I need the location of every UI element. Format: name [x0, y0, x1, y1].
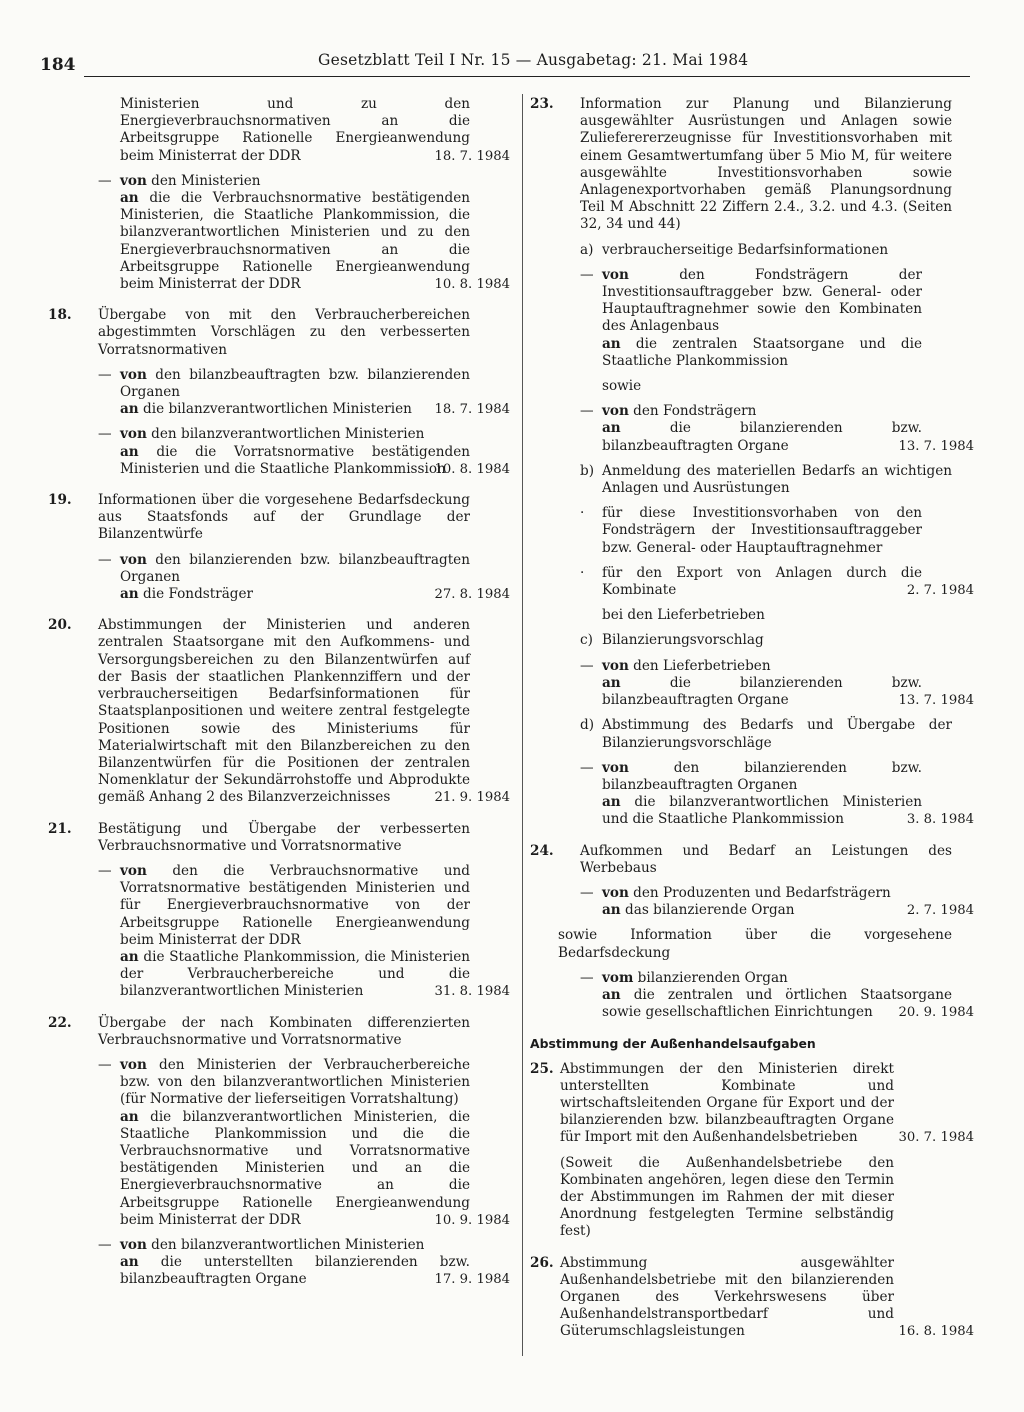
entry-text: an das bilanzierende Organ	[602, 902, 795, 919]
sub-entry	[98, 552, 470, 604]
deadline-date: 13. 7. 1984	[898, 438, 974, 454]
sub-item	[580, 463, 952, 497]
dash-marker: —	[580, 657, 594, 674]
deadline-date: 18. 7. 1984	[434, 148, 510, 164]
deadline-date: 2. 7. 1984	[906, 903, 974, 919]
sub-entry	[98, 426, 470, 478]
entry-text: an die die Vorratsnormative bestätigenden Ministerien und die Staatliche Plankommission	[120, 443, 470, 477]
keyword: von	[602, 884, 629, 901]
item-23-b-bullet-1	[530, 505, 974, 557]
keyword: von	[120, 366, 147, 383]
sub-entry	[598, 378, 922, 395]
entry-text: an die Staatliche Plankommission, die Ministerien der Verbraucherbereiche und die bilanzverantwortlichen Ministerien	[120, 948, 470, 1000]
item-19	[48, 492, 510, 544]
header-rule	[84, 76, 970, 77]
item-17-continued-2	[48, 173, 510, 293]
keyword: an	[120, 1108, 139, 1125]
dash-marker: —	[98, 1236, 112, 1253]
item-19-entry	[48, 552, 510, 604]
entry-text: an die Fondsträger	[120, 586, 254, 603]
entry-text: von den bilanzbeauftragten bzw. bilanzierenden Organen	[120, 366, 470, 401]
deadline-date: 10. 9. 1984	[434, 1212, 510, 1228]
entry-text: von den bilanzverantwortlichen Ministerien	[120, 426, 425, 443]
keyword: an	[120, 948, 139, 965]
item-22-entry-2	[48, 1237, 510, 1289]
keyword: von	[602, 759, 629, 776]
item-18-entry-1	[48, 367, 510, 419]
item-text: Abstimmungen der Ministerien und anderen zentralen Staatsorgane mit den Aufkommens- und Versorgungsbereichen zu den Bilanzentwürfen auf der Basis der staatlichen Plankennziffern und der verbraucherseitigen Bedarfsinformationen für Staatsplanpositionen und weitere zentral festgelegte Positionen sowie des Ministeriums für Materialwirtschaft mit den Bilanzbereichen zu den Bilanzentwürfen für die Positionen der zentralen Nomenklatur der Sekundärrohstoffe und Abprodukte gemäß Anhang 2 des Bilanzverzeichnisses	[98, 617, 470, 806]
column-divider	[522, 94, 523, 1356]
sub-entry	[580, 885, 952, 919]
item-number: 18.	[48, 307, 72, 324]
entry-text: von den Ministerien der Verbraucherbereiche bzw. von den bilanzverantwortlichen Ministerien (für Normative der lieferseitigen Vorratshaltung)	[120, 1056, 470, 1108]
sub-item-label: c)	[580, 632, 593, 649]
entry-text: an die bilanzierenden bzw. bilanzbeauftragten Organe	[602, 420, 922, 454]
entry-text: an die unterstellten bilanzierenden bzw. bilanzbeauftragten Organe	[120, 1254, 470, 1288]
item-24-entry-2	[530, 970, 974, 1022]
keyword: von	[120, 862, 147, 879]
keyword: an	[602, 902, 621, 919]
dash-marker: —	[98, 862, 112, 879]
dash-marker: —	[580, 403, 594, 420]
item-23-a-sowie	[530, 378, 974, 395]
keyword: an	[120, 401, 139, 418]
sub-entry	[580, 266, 922, 370]
sub-entry	[98, 96, 470, 165]
entry-text: an die bilanzverantwortlichen Ministerien, die Staatliche Plankommission und die die Verbrauchsnormative und Vorratsnormative bestätigenden Ministerien und an die Energieverbrauchsnormative an die Arbeitsgruppe Rationelle Energieanwendung beim Ministerrat der DDR	[120, 1108, 470, 1228]
keyword: von	[120, 551, 147, 568]
entry-text: von den Fondsträgern	[602, 403, 757, 420]
item-22-entry-1	[48, 1057, 510, 1229]
entry-text: an die die Verbrauchsnormative bestätigenden Ministerien, die Staatliche Plankommission, die bilanzverantwortlichen Ministerien und zu den Energieverbrauchsnormativen an die Arbeitsgruppe Rationelle Energieanwendung beim Ministerrat der DDR	[120, 190, 470, 293]
sub-item	[580, 242, 952, 259]
sub-entry	[580, 657, 922, 710]
item-text: Informationen über die vorgesehene Bedarfsdeckung aus Staatsfonds auf der Grundlage der Bilanzentwürfe	[98, 492, 470, 543]
keyword: von	[120, 172, 147, 189]
deadline-date: 10. 8. 1984	[434, 461, 510, 477]
item-number: 22.	[48, 1014, 72, 1031]
item-23-c	[530, 632, 974, 649]
keyword: an	[120, 443, 139, 460]
item-24	[530, 843, 974, 877]
item-text: Übergabe von mit den Verbraucherbereichen abgestimmten Vorschlägen zu den verbesserten Vorratsnormativen	[98, 307, 470, 358]
sub-entry	[98, 863, 470, 1001]
dash-marker: —	[580, 969, 594, 986]
item-24-entry-1	[530, 885, 974, 919]
item-18-entry-2	[48, 426, 510, 478]
sub-item-text: Anmeldung des materiellen Bedarfs an wichtigen Anlagen und Ausrüstungen	[602, 462, 952, 497]
entry-text: für diese Investitionsvorhaben von den Fondsträgern der Investitionsauftraggeber bzw. General- oder Hauptauftragnehmer	[602, 505, 922, 556]
item-text: Abstimmungen der den Ministerien direkt unterstellten Kombinate und wirtschaftsleitenden Organe für Export und der bilanzierenden bzw. bilanzbeauftragten Organe für Import mit den Außenhandelsbetrieben	[560, 1060, 894, 1146]
keyword: an	[602, 335, 621, 352]
entry-text: für den Export von Anlagen durch die Kombinate	[602, 564, 922, 599]
dash-marker: —	[98, 366, 112, 383]
item-text: Information zur Planung und Bilanzierung ausgewählter Ausrüstungen und Anlagen sowie Zulieferererzeugnisse für Investitionsvorhaben mit einem Gesamtwertumfang über 5 Mio M, für weitere ausgewählte Investitionsvorhaben sowie Anlagenexportvorhaben gemäß Planungsordnung Teil M Abschnitt 22 Ziffern 2.4., 3.2. und 4.3. (Seiten 32, 34 und 44)	[580, 96, 952, 233]
keyword: von	[602, 657, 629, 674]
keyword: von	[602, 403, 629, 420]
entry-text: von den bilanzverantwortlichen Ministerien	[120, 1236, 425, 1253]
item-18	[48, 307, 510, 359]
keyword: vom	[602, 969, 634, 986]
item-text: Aufkommen und Bedarf an Leistungen des Werbebaus	[580, 842, 952, 876]
item-25	[530, 1061, 974, 1147]
deadline-date: 16. 8. 1984	[898, 1324, 974, 1340]
section-heading: Abstimmung der Außenhandelsaufgaben	[530, 1036, 816, 1052]
item-23-b-bei	[530, 607, 974, 624]
item-text: Übergabe der nach Kombinaten differenzierten Verbrauchsnormative und Vorratsnormative	[98, 1014, 470, 1048]
sub-item-label: a)	[580, 241, 594, 258]
entry-text: von den Produzenten und Bedarfsträgern	[602, 884, 891, 901]
page-number: 184	[40, 55, 76, 75]
bullet-marker: ·	[580, 505, 585, 522]
sub-item-text: Bilanzierungsvorschlag	[602, 632, 764, 649]
item-22	[48, 1015, 510, 1049]
item-text: Abstimmung ausgewählter Außenhandelsbetriebe mit den bilanzierenden Organen des Verkehrswesens über Außenhandelstransportbedarf und Güterumschlagsleistungen	[560, 1254, 894, 1340]
item-number: 19.	[48, 492, 72, 509]
item-number: 26.	[530, 1254, 554, 1271]
entry-text: an die bilanzverantwortlichen Ministerien und die Staatliche Plankommission	[602, 794, 922, 828]
bullet-marker: ·	[580, 564, 585, 581]
right-column	[530, 96, 974, 1349]
deadline-date: 13. 7. 1984	[898, 693, 974, 709]
deadline-date: 10. 8. 1984	[434, 277, 510, 293]
entry-text: an die bilanzverantwortlichen Ministerien	[120, 401, 412, 418]
dash-marker: —	[98, 426, 112, 443]
sub-entry	[98, 173, 470, 293]
dash-marker: —	[580, 266, 594, 283]
keyword: an	[602, 420, 621, 437]
entry-text: bei den Lieferbetrieben	[602, 607, 765, 624]
page-header-title: Gesetzblatt Teil I Nr. 15 — Ausgabetag: 21. Mai 1984	[318, 51, 749, 69]
deadline-date: 30. 7. 1984	[898, 1130, 974, 1146]
item-24-sowie	[530, 927, 974, 961]
item-number: 23.	[530, 96, 554, 112]
item-number: 20.	[48, 617, 72, 634]
item-23-a-entries-2	[530, 403, 974, 455]
deadline-date: 17. 9. 1984	[434, 1272, 510, 1288]
deadline-date: 21. 9. 1984	[434, 790, 510, 806]
left-column	[48, 96, 510, 1297]
item-number: 25.	[530, 1060, 554, 1077]
dash-marker: —	[98, 551, 112, 568]
keyword: an	[602, 794, 621, 811]
item-23-a-entries	[530, 267, 974, 370]
item-23-a	[530, 242, 974, 259]
deadline-date: 20. 9. 1984	[898, 1005, 974, 1021]
keyword: an	[120, 190, 139, 207]
entry-text: an die zentralen Staatsorgane und die Staatliche Plankommission	[602, 335, 922, 369]
keyword: an	[602, 986, 621, 1003]
entry-text: von den Fondsträgern der Investitionsauftraggeber bzw. General- oder Hauptauftragnehmer sowie den Kombinaten des Anlagenbaus	[602, 266, 922, 335]
item-23-d-entries	[530, 760, 974, 829]
keyword: an	[120, 586, 139, 603]
item-21	[48, 821, 510, 855]
deadline-date: 18. 7. 1984	[434, 402, 510, 418]
keyword: von	[120, 1056, 147, 1073]
item-number: 21.	[48, 820, 72, 837]
deadline-date: 3. 8. 1984	[906, 812, 974, 828]
item-23-d	[530, 717, 974, 751]
item-21-entry	[48, 863, 510, 1001]
entry-text: von den bilanzierenden bzw. bilanzbeauftragten Organen	[602, 759, 922, 793]
item-note: (Soweit die Außenhandelsbetriebe den Kombinaten angehören, legen diese den Termin der Abstimmungen im Rahmen der mit dieser Anordnung festgelegten Termine selbständig fest)	[560, 1154, 894, 1240]
entry-text: von den Ministerien	[120, 172, 261, 189]
item-20	[48, 617, 510, 806]
item-23-b	[530, 463, 974, 497]
sub-entry	[98, 1057, 470, 1229]
item-number: 24.	[530, 842, 554, 859]
sub-item-text: verbraucherseitige Bedarfsinformationen	[602, 241, 889, 258]
entry-text: Ministerien und zu den Energieverbrauchsnormativen an die Arbeitsgruppe Rationelle Energieanwendung beim Ministerrat der DDR	[120, 96, 470, 164]
sub-item-label: b)	[580, 462, 595, 479]
keyword: an	[120, 1254, 139, 1271]
bullet-entry	[580, 505, 922, 557]
entry-text: an die bilanzierenden bzw. bilanzbeauftragten Organe	[602, 674, 922, 709]
entry-text: an die zentralen und örtlichen Staatsorgane sowie gesellschaftlichen Einrichtungen	[602, 986, 952, 1021]
sub-entry	[580, 759, 922, 829]
sub-entry	[98, 1237, 470, 1289]
sub-item	[580, 717, 952, 751]
sub-item-label: d)	[580, 717, 595, 734]
item-23	[530, 96, 974, 234]
sub-item	[580, 632, 952, 649]
sub-entry	[580, 607, 952, 624]
entry-text: vom bilanzierenden Organ	[602, 969, 788, 986]
dash-marker: —	[98, 172, 112, 189]
dash-marker: —	[580, 759, 594, 776]
entry-text: von den bilanzierenden bzw. bilanzbeauftragten Organen	[120, 551, 470, 585]
item-23-c-entries	[530, 658, 974, 710]
sub-entry	[580, 970, 952, 1022]
keyword: von	[602, 266, 629, 283]
item-text: sowie Information über die vorgesehene Bedarfsdeckung	[558, 927, 952, 961]
deadline-date: 27. 8. 1984	[434, 587, 510, 603]
sub-item-text: Abstimmung des Bedarfs und Übergabe der Bilanzierungsvorschläge	[602, 717, 952, 751]
keyword: an	[602, 674, 621, 691]
item-text: Bestätigung und Übergabe der verbesserten Verbrauchsnormative und Vorratsnormative	[98, 820, 470, 854]
entry-text: von den Lieferbetrieben	[602, 657, 771, 674]
keyword: von	[120, 426, 147, 443]
item-25-note	[530, 1155, 974, 1241]
deadline-date: 2. 7. 1984	[906, 583, 974, 599]
deadline-date: 31. 8. 1984	[434, 984, 510, 1000]
sub-entry	[98, 367, 470, 419]
keyword: von	[120, 1236, 147, 1253]
sub-entry	[580, 403, 922, 455]
dash-marker: —	[580, 884, 594, 901]
item-17-continued	[48, 96, 510, 165]
dash-marker: —	[98, 1056, 112, 1073]
item-23-b-bullet-2	[530, 565, 974, 599]
entry-text: sowie	[602, 378, 642, 395]
bullet-entry	[580, 564, 922, 599]
entry-text: von den die Verbrauchsnormative und Vorratsnormative bestätigenden Ministerien und für Energieverbrauchsnormative von der Arbeitsgruppe Rationelle Energieanwendung beim Ministerrat der DDR	[120, 862, 470, 948]
item-26	[530, 1255, 974, 1341]
